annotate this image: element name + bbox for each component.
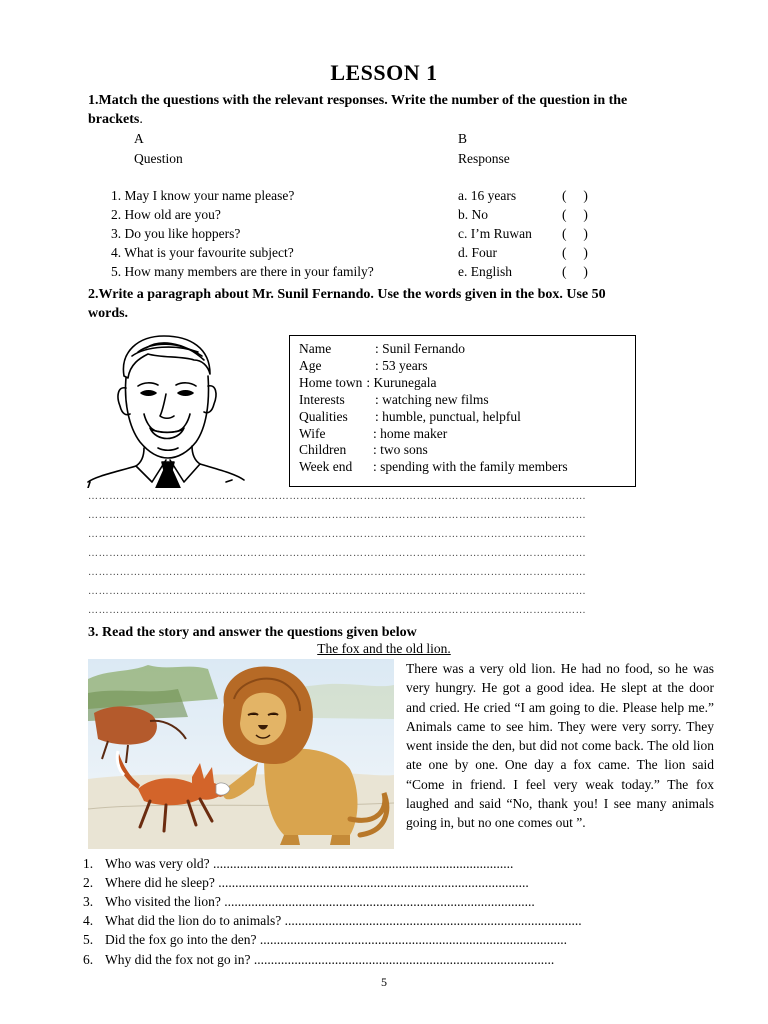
question-text[interactable]: Why did the fox not go in? ......................................................................................... [105,952,555,967]
match-question: 2. How old are you? [111,207,221,222]
match-row [111,226,711,245]
answer-bracket[interactable]: ( ) [562,226,588,241]
match-response: e. English [458,264,512,279]
info-row [299,392,489,409]
question-number: 1. [83,856,94,871]
answer-bracket[interactable]: ( ) [562,264,588,279]
question-text[interactable]: Who visited the lion? ............................................................................................ [105,894,535,909]
section2-instruction-line1: 2.Write a paragraph about Mr. Sunil Fernando. Use the words given in the box. Use 50 [88,287,606,302]
info-row [299,426,447,443]
story-paragraph: There was a very old lion. He had no food, so he was very hungry. He got a good idea. He slept at the door and cried. He cried “I am going to die. Please help me.” Animals came to see him. They were very sorry. They went inside the den, but did not come back. The old lion ate one by one. One day a fox came. The lion said “Come in friend. I feel very weak today.” The fox laughed and said “No, thank you! I see many animals going in, but no one comes out ”. [406,661,714,831]
writing-line[interactable]: …………………………………………………………………………………………………………………………… [88,549,587,559]
info-row [299,375,436,392]
info-row [299,459,568,476]
column-a-label: Question [134,151,183,166]
section1-instruction [88,91,627,110]
story-question [83,854,513,873]
man-portrait-illustration [86,330,246,488]
fox-and-lion-illustration [88,659,394,849]
info-row [299,341,465,358]
info-key: Children [299,442,347,457]
match-response: d. Four [458,245,498,260]
info-box [289,335,636,487]
story-title: The fox and the old lion. [317,641,451,656]
story-question [83,892,535,911]
column-b-letter: B [458,131,468,146]
info-row [299,358,427,375]
info-key: Name [299,341,332,356]
question-number: 2. [83,875,94,890]
section1-instruction-end: . [139,112,143,127]
question-text[interactable]: Who was very old? ......................................................................................... [105,856,514,871]
section1-instruction-cont [88,110,143,129]
match-row [111,188,711,207]
writing-line[interactable]: …………………………………………………………………………………………………………………………… [88,606,587,616]
info-key: Home town [299,375,363,390]
info-value: : Sunil Fernando [375,341,465,356]
answer-bracket[interactable]: ( ) [562,207,588,222]
info-value: : two sons [373,442,428,457]
answer-bracket[interactable]: ( ) [562,245,588,260]
section1-instruction-line2: brackets [88,112,140,127]
info-key: Age [299,358,322,373]
column-b-label: Response [458,151,510,166]
match-row [111,207,711,226]
match-response: a. 16 years [458,188,517,203]
match-response: b. No [458,207,488,222]
info-key: Week end [299,459,353,474]
info-value: : home maker [373,426,448,441]
writing-line[interactable]: …………………………………………………………………………………………………………………………… [88,492,587,502]
match-row [111,245,711,264]
match-row [111,264,711,283]
match-question: 4. What is your favourite subject? [111,245,294,260]
column-a-letter: A [134,131,144,146]
writing-line[interactable]: …………………………………………………………………………………………………………………………… [88,568,587,578]
match-response: c. I’m Ruwan [458,226,532,241]
info-value: : humble, punctual, helpful [375,409,521,424]
question-text[interactable]: Did the fox go into the den? ........................................................................................... [105,932,567,947]
info-value: : spending with the family members [373,459,568,474]
page-number: 5 [381,975,387,989]
info-row [299,442,428,459]
writing-line[interactable]: …………………………………………………………………………………………………………………………… [88,511,587,521]
section2-instruction-line2: words. [88,306,129,321]
match-question: 5. How many members are there in your family? [111,264,374,279]
match-question: 1. May I know your name please? [111,188,295,203]
story-question [83,930,567,949]
story-question [83,911,582,930]
question-number: 4. [83,913,94,928]
answer-bracket[interactable]: ( ) [562,188,588,203]
section1-instruction-line1: 1.Match the questions with the relevant responses. Write the number of the question in the [88,93,628,108]
question-text[interactable]: What did the lion do to animals? ........................................................................................ [105,913,582,928]
writing-line[interactable]: …………………………………………………………………………………………………………………………… [88,530,587,540]
info-value: : 53 years [375,358,428,373]
info-key: Qualities [299,409,348,424]
story-question [83,873,529,892]
info-row [299,409,521,426]
question-text[interactable]: Where did he sleep? ............................................................................................ [105,875,529,890]
story-question [83,950,554,969]
question-number: 6. [83,952,94,967]
info-value: : Kurunegala [366,375,437,390]
match-question: 3. Do you like hoppers? [111,226,241,241]
info-key: Interests [299,392,345,407]
writing-line[interactable]: …………………………………………………………………………………………………………………………… [88,587,587,597]
question-number: 3. [83,894,94,909]
page-title: LESSON 1 [330,60,438,85]
section3-instruction: 3. Read the story and answer the questions given below [88,625,417,640]
info-value: : watching new films [375,392,489,407]
question-number: 5. [83,932,94,947]
info-key: Wife [299,426,326,441]
